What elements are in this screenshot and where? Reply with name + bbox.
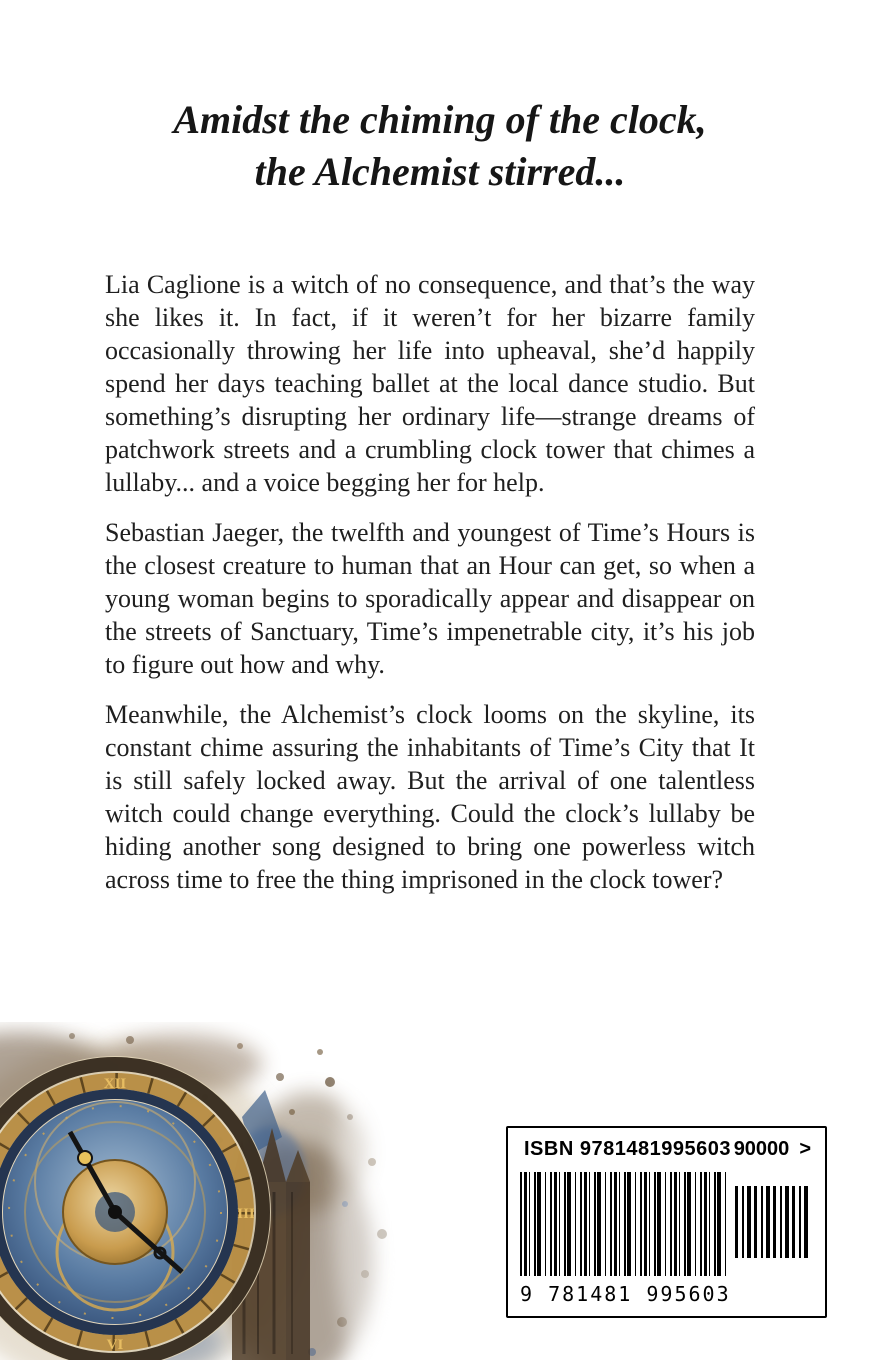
clock-numeral-xii: XII bbox=[103, 1076, 127, 1092]
synopsis-paragraph-3: Meanwhile, the Alchemist’s clock looms on the skyline, its constant chime assuring the inhabitants of Time’s City that It is still safely locked away. But the arrival of one talentless witch could change everything. Could the clock’s lullaby be hiding another song designed to bring one powerless witch across time to free the thing imprisoned in the clock tower? bbox=[105, 700, 755, 894]
barcode-bars-addon bbox=[735, 1186, 809, 1258]
barcode-bars-main bbox=[520, 1172, 730, 1276]
synopsis-paragraph-1: Lia Caglione is a witch of no consequence, and that’s the way she likes it. In fact, if it weren’t for her bizarre family occasionally throwing her life into upheaval, she’d happily spend her days teaching ballet at the local dance studio. But something’s disrupting her ordinary life—strange dreams of patchwork streets and a crumbling clock tower that chimes a lullaby... and a voice begging her for help. bbox=[105, 270, 755, 497]
clock-numeral-vi: VI bbox=[106, 1337, 124, 1353]
price-code-arrow: > bbox=[799, 1138, 811, 1160]
isbn-digits: 9 781481 995603 bbox=[520, 1282, 731, 1306]
tagline bbox=[0, 94, 880, 198]
astronomical-clock-image bbox=[0, 1022, 410, 1360]
tagline-line-2: the Alchemist stirred... bbox=[254, 149, 626, 194]
synopsis bbox=[105, 268, 755, 913]
synopsis-paragraph-2: Sebastian Jaeger, the twelfth and youngest of Time’s Hours is the closest creature to human that an Hour can get, so when a young woman begins to sporadically appear and disappear on the streets of Sanctuary, Time’s impenetrable city, it’s his job to figure out how and why. bbox=[105, 518, 755, 679]
astronomical-clock-svg bbox=[0, 1022, 410, 1360]
price-code bbox=[734, 1138, 811, 1161]
barcode bbox=[506, 1126, 827, 1318]
clock-numeral-iii: III bbox=[237, 1206, 255, 1222]
isbn-label: ISBN 9781481995603 bbox=[524, 1138, 731, 1160]
tagline-line-1: Amidst the chiming of the clock, bbox=[173, 97, 707, 142]
price-code-value: 90000 bbox=[733, 1138, 790, 1160]
